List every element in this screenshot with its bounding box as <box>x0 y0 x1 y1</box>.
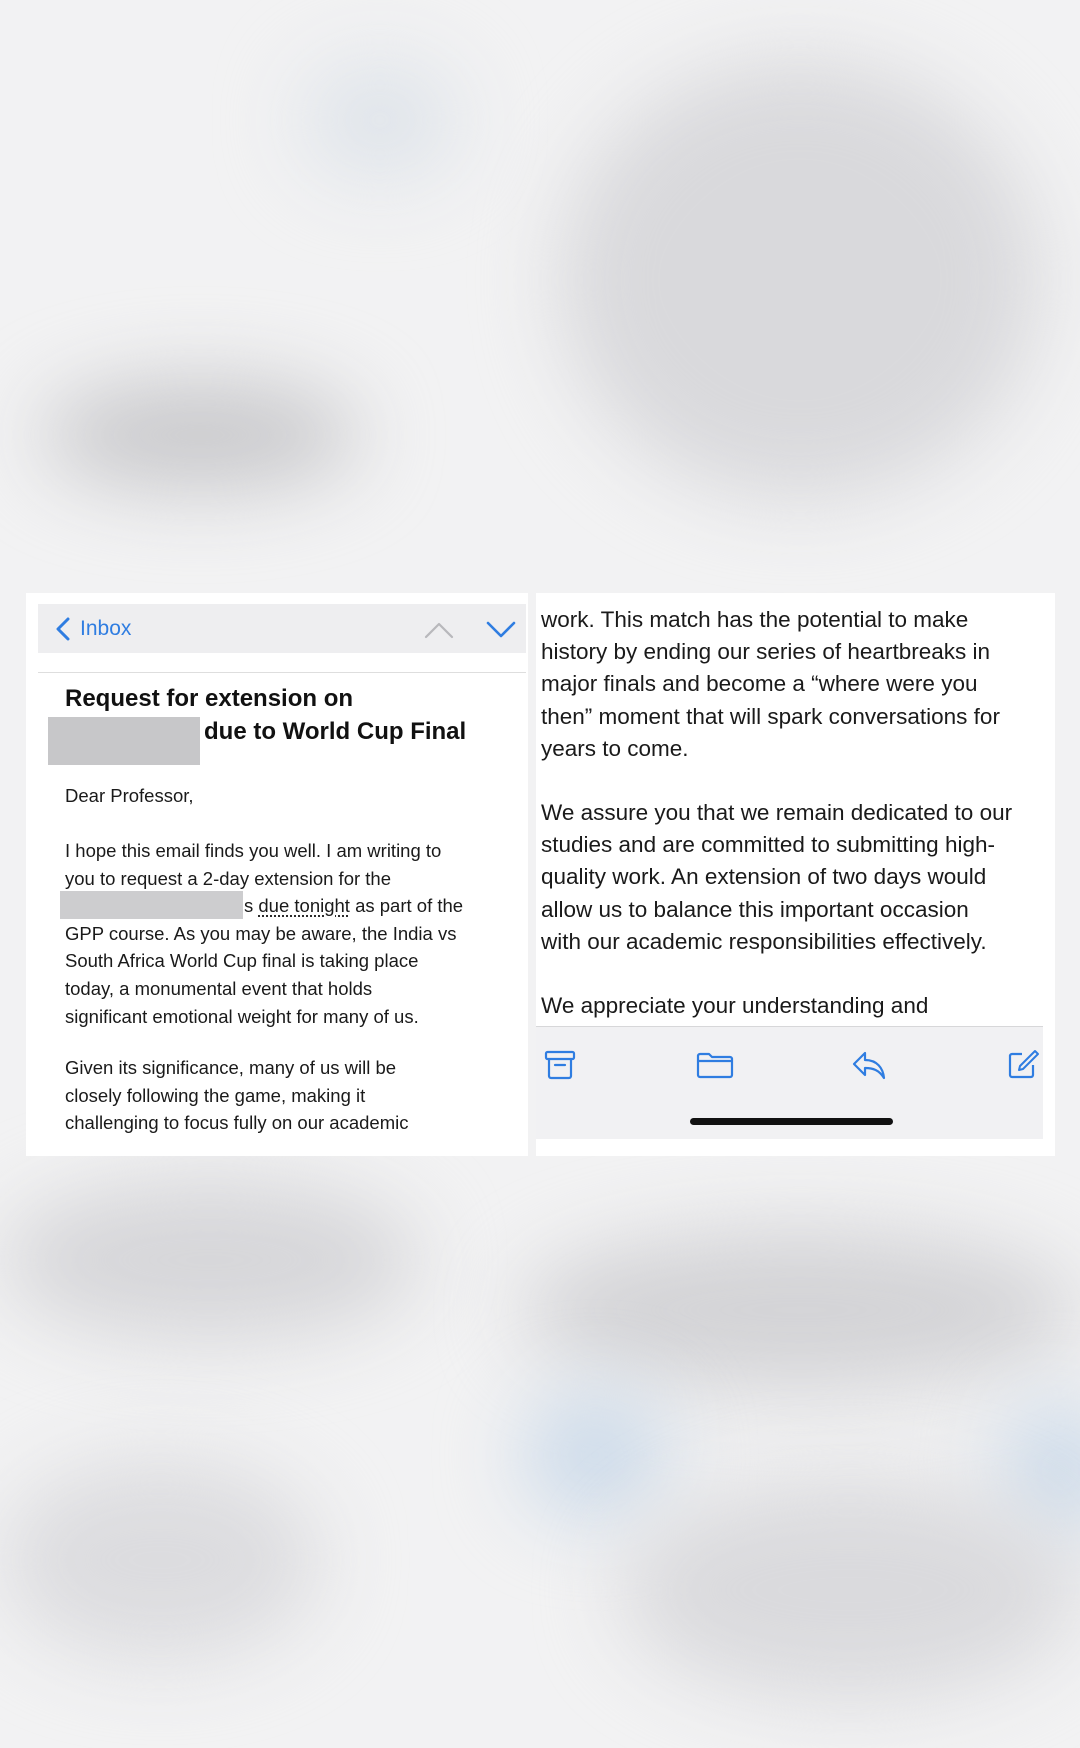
body-line: quality work. An extension of two days would <box>541 864 987 890</box>
body-line: years to come. <box>541 735 689 761</box>
body-line: I hope this email finds you well. I am writing to <box>65 840 442 861</box>
compose-icon <box>1006 1049 1040 1081</box>
email-subject: Request for extension on <box>65 685 354 712</box>
background-blur <box>620 1480 1080 1700</box>
body-line: South Africa World Cup final is taking place <box>65 950 419 972</box>
email-screenshot-left <box>26 593 528 1156</box>
reply-button[interactable] <box>851 1049 887 1086</box>
body-line: work. This match has the potential to make <box>541 607 969 632</box>
background-blur <box>0 1460 320 1660</box>
move-to-folder-button[interactable] <box>696 1049 734 1086</box>
folder-icon <box>696 1049 734 1081</box>
body-line: challenging to focus fully on our academic <box>65 1112 409 1134</box>
body-line: major finals and become a “where were you <box>541 671 978 697</box>
email-paragraph <box>541 604 1000 765</box>
back-to-inbox-button[interactable] <box>56 616 131 642</box>
reply-icon <box>851 1049 887 1081</box>
archive-button[interactable] <box>544 1049 576 1086</box>
background-blur <box>300 60 460 180</box>
body-line: then” moment that will spark conversations for <box>541 703 1000 729</box>
compose-button[interactable] <box>1006 1049 1040 1086</box>
navigation-bar <box>38 604 526 653</box>
body-line: We appreciate your understanding and <box>541 993 929 1018</box>
body-line: studies and are committed to submitting high- <box>541 832 995 858</box>
body-line: with our academic responsibilities effectively. <box>541 928 987 954</box>
previous-message-button[interactable] <box>424 621 454 644</box>
body-text: as part of the <box>349 895 464 917</box>
chevron-up-icon <box>424 621 454 639</box>
email-paragraph <box>541 797 1012 958</box>
body-line: history by ending our series of heartbreaks in <box>541 639 990 665</box>
divider <box>38 672 526 673</box>
body-line <box>65 892 463 920</box>
body-line: Given its significance, many of us will be <box>65 1057 397 1078</box>
background-blur <box>0 1180 420 1340</box>
background-blur <box>520 1230 1080 1390</box>
next-message-button[interactable] <box>486 621 516 644</box>
email-paragraph <box>65 1054 408 1137</box>
background-blur <box>520 1390 670 1520</box>
body-line: GPP course. As you may be aware, the India vs <box>65 922 457 944</box>
email-paragraph <box>541 990 928 1022</box>
body-line: We assure you that we remain dedicated to our <box>541 800 1013 825</box>
email-paragraph <box>65 837 463 1030</box>
redaction-box <box>48 717 200 765</box>
chevron-down-icon <box>486 621 516 639</box>
body-line: significant emotional weight for many of us. <box>65 1005 419 1027</box>
body-line: closely following the game, making it <box>65 1084 366 1106</box>
email-subject-continued: due to World Cup Final <box>204 718 467 745</box>
back-label: Inbox <box>80 617 132 640</box>
background-blur <box>40 380 360 490</box>
body-line: allow us to balance this important occasion <box>541 896 969 922</box>
date-detected-link[interactable]: due tonight <box>258 895 350 917</box>
email-greeting: Dear Professor, <box>65 785 194 806</box>
email-screenshot-right <box>536 593 1055 1156</box>
archive-icon <box>544 1049 576 1081</box>
body-line: you to request a 2-day extension for the <box>65 867 392 889</box>
body-text: s <box>244 895 259 917</box>
background-blur <box>560 60 1040 500</box>
body-line: today, a monumental event that holds <box>65 977 373 999</box>
bottom-toolbar <box>536 1026 1043 1139</box>
home-indicator[interactable] <box>690 1118 893 1125</box>
chevron-left-icon <box>56 617 70 641</box>
